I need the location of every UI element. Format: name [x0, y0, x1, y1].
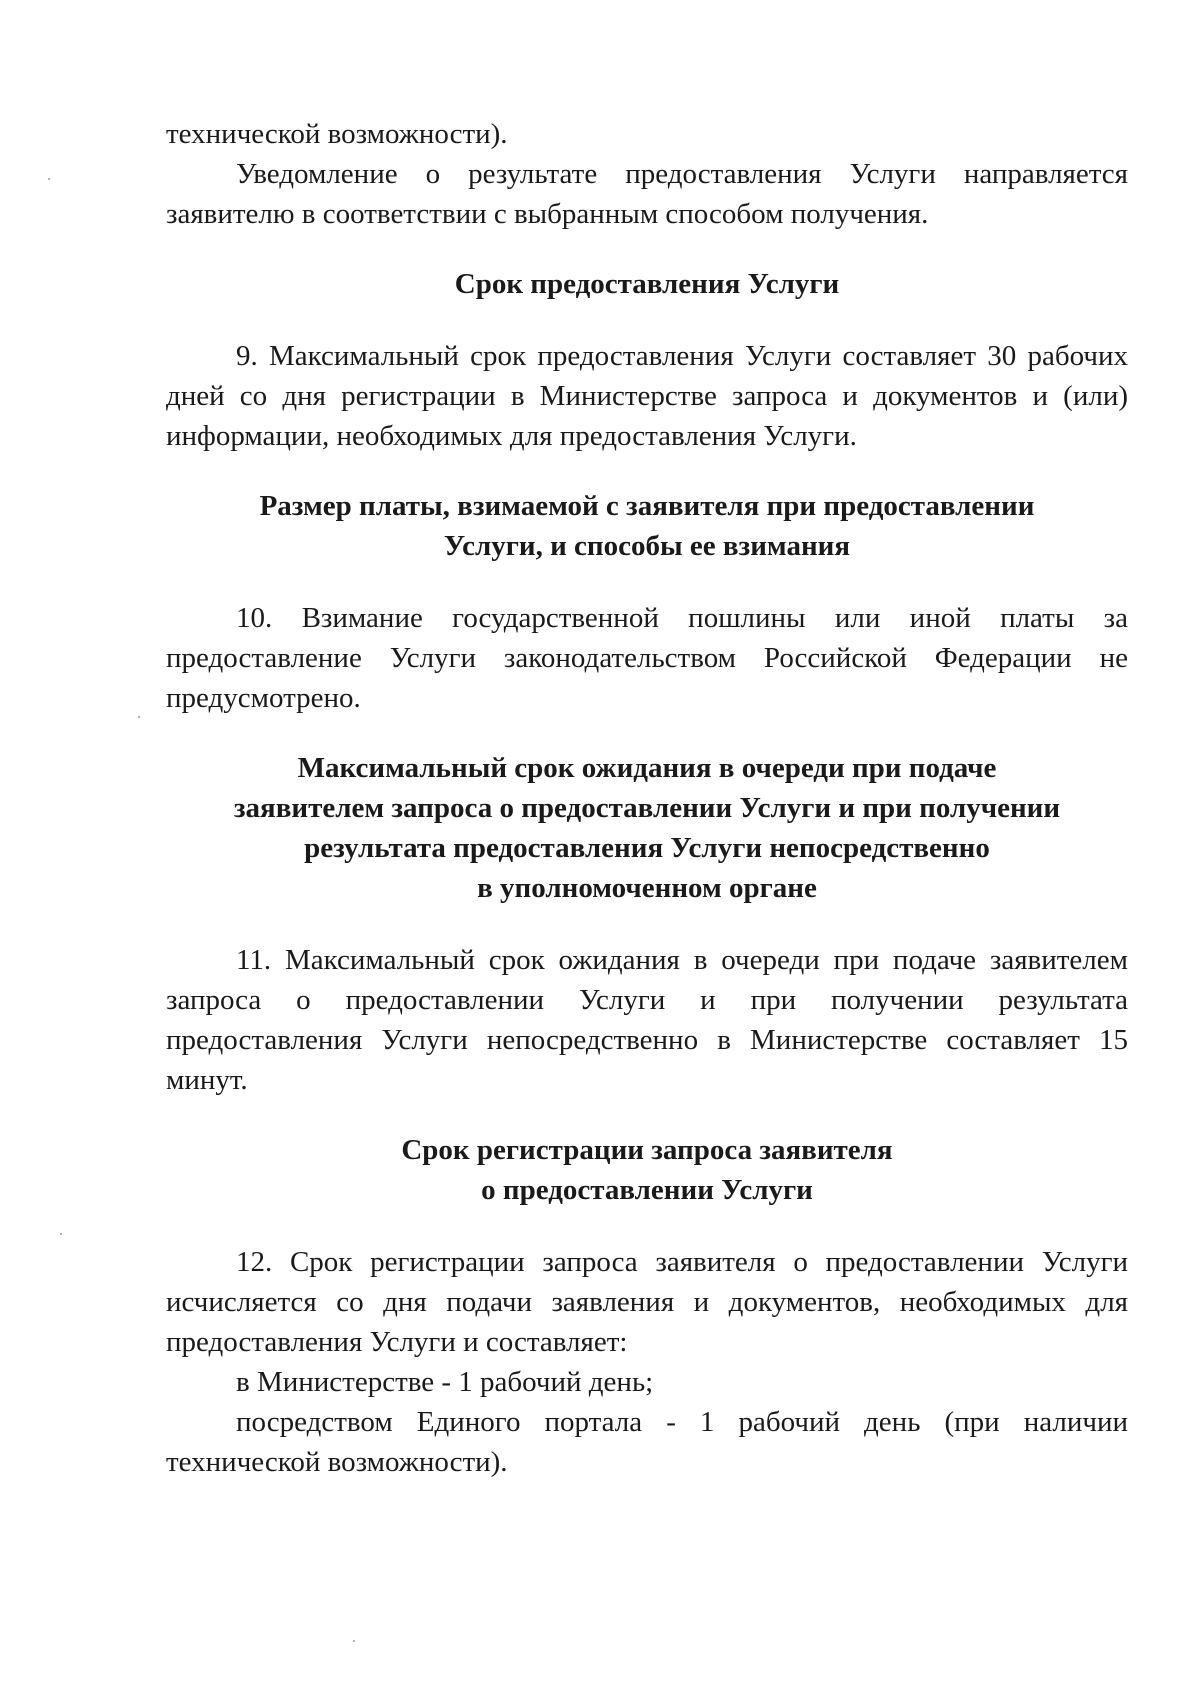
heading-queue-line-2: заявителем запроса о предоставлении Услуги и при получении [233, 792, 1061, 824]
heading-fee-line-2: Услуги, и способы ее взимания [443, 530, 851, 562]
heading-fee [166, 486, 1128, 566]
heading-queue-line-4: в уполномоченном органе [477, 872, 817, 904]
heading-queue-line-3: результата предоставления Услуги непосредственно [304, 832, 990, 864]
paragraph-9: 9. Максимальный срок предоставления Услуги составляет 30 рабочих дней со дня регистрации в Министерстве запроса и документов и (или) информации, необходимых для предоставления Услуги. [166, 340, 1128, 452]
paragraph-notification: Уведомление о результате предоставления Услуги направляется заявителю в соответствии с выбранным способом получения. [166, 158, 1128, 230]
paragraph-12-ministry: в Министерстве - 1 рабочий день; [236, 1366, 654, 1398]
heading-term-line: Срок предоставления Услуги [454, 268, 840, 300]
heading-registration [166, 1130, 1128, 1210]
scan-speck [48, 178, 50, 180]
document-body [166, 114, 1128, 1482]
heading-queue-line-1: Максимальный срок ожидания в очереди при подаче [297, 752, 997, 784]
heading-registration-line-2: о предоставлении Услуги [481, 1174, 813, 1206]
paragraph-continuation: технической возможности). [166, 118, 508, 150]
scan-speck [60, 1233, 62, 1235]
heading-queue [166, 748, 1128, 908]
paragraph-11: 11. Максимальный срок ожидания в очереди при подаче заявителем запроса о предоставлении Услуги и при получении результата предоставления Услуги непосредственно в Министерстве составляет 15 минут. [166, 944, 1128, 1096]
paragraph-12: 12. Срок регистрации запроса заявителя о предоставлении Услуги исчисляется со дня подачи заявления и документов, необходимых для предоставления Услуги и составляет: [166, 1246, 1128, 1358]
heading-fee-line-1: Размер платы, взимаемой с заявителя при предоставлении [259, 490, 1035, 522]
heading-term [166, 264, 1128, 304]
paragraph-12-portal: посредством Единого портала - 1 рабочий день (при наличии технической возможности). [166, 1406, 1128, 1478]
scan-speck [353, 1640, 355, 1642]
heading-registration-line-1: Срок регистрации запроса заявителя [401, 1134, 893, 1166]
scan-speck [138, 716, 140, 718]
paragraph-10: 10. Взимание государственной пошлины или иной платы за предоставление Услуги законодательством Российской Федерации не предусмотрено. [166, 602, 1128, 714]
